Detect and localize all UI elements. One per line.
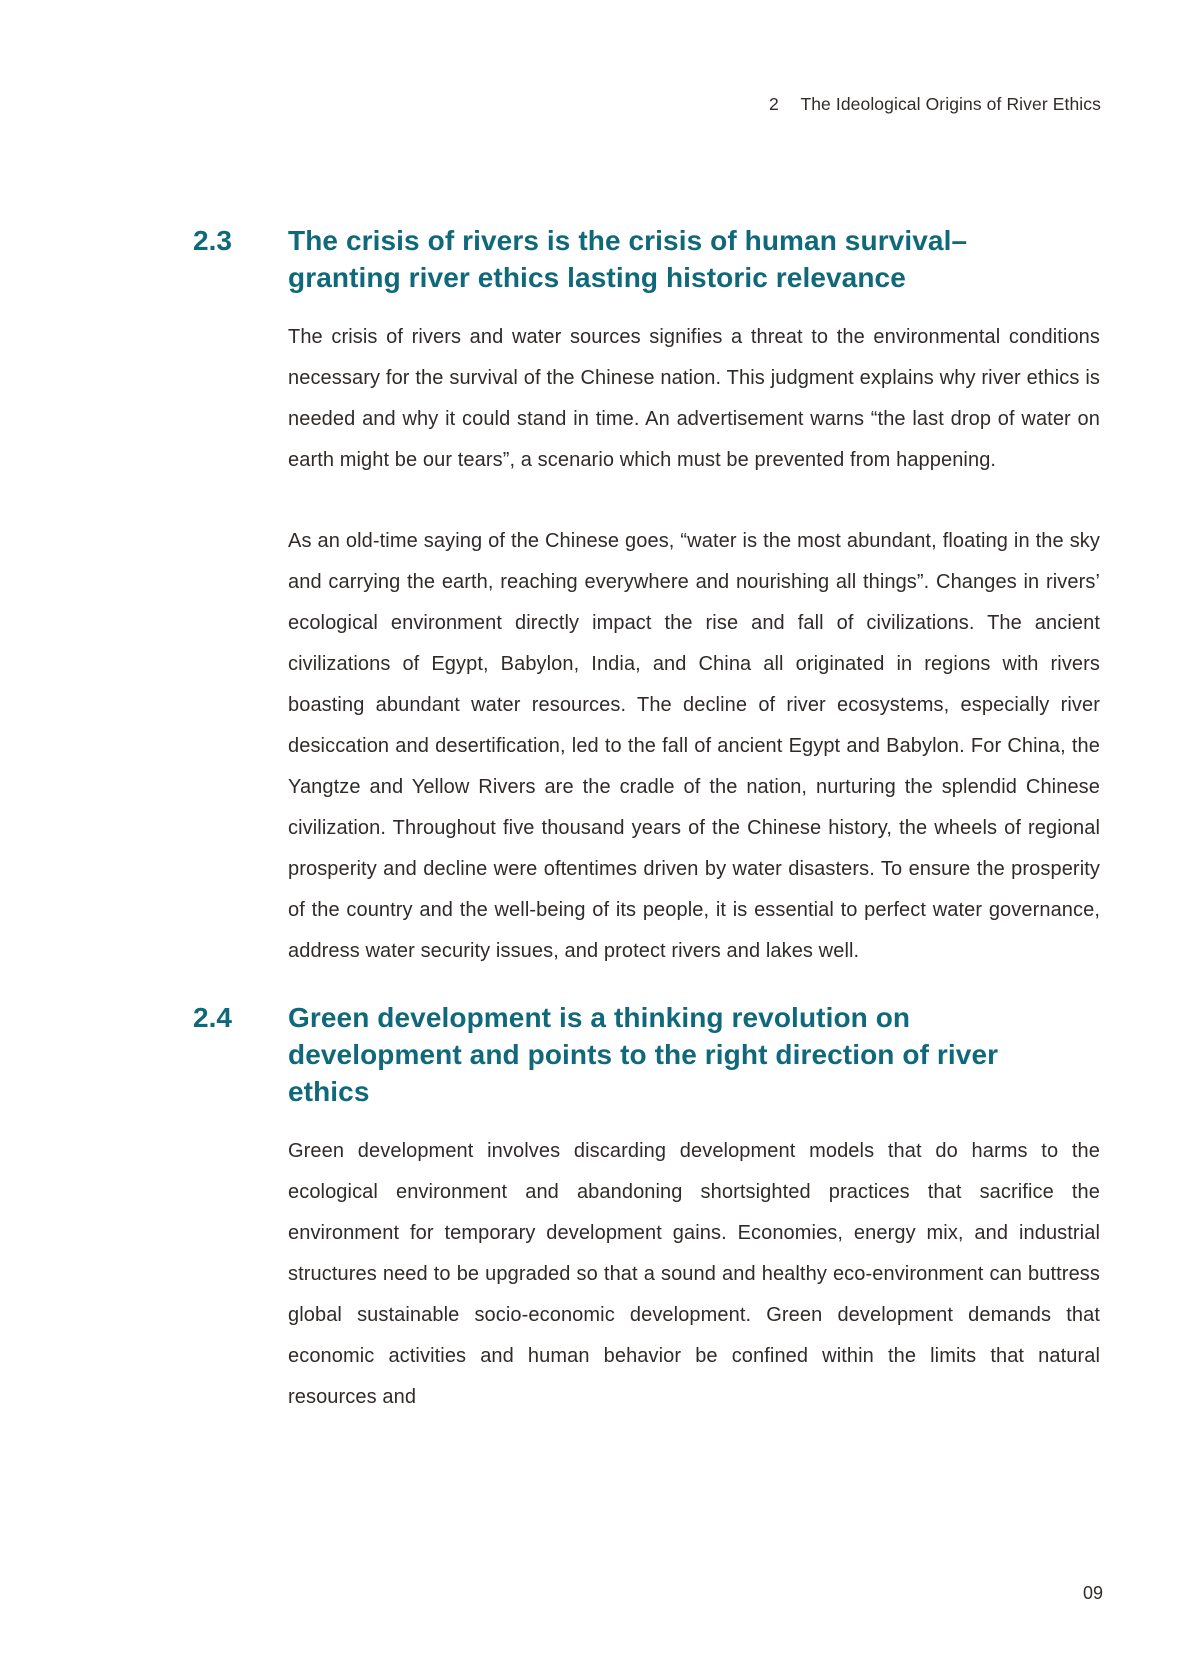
section-title-line: granting river ethics lasting historic relevance — [288, 262, 906, 293]
section-body — [288, 222, 1100, 972]
section-2-4 — [193, 999, 1100, 1418]
page-number: 09 — [1082, 1583, 1103, 1603]
running-header — [769, 94, 1101, 114]
paragraph: The crisis of rivers and water sources signifies a threat to the environmental conditions necessary for the survival of the Chinese nation. This judgment explains why river ethics is needed and why it could stand in time. An advertisement warns “the last drop of water on earth might be our tears”, a scenario which must be prevented from happening. — [288, 326, 1100, 471]
section-2-3 — [193, 222, 1100, 972]
section-title-line: Green development is a thinking revolution on — [288, 1002, 911, 1033]
running-header-chapter-number: 2 — [768, 94, 779, 114]
section-title — [288, 222, 1100, 296]
section-title-line: The crisis of rivers is the crisis of human survival– — [288, 225, 968, 256]
running-header-chapter-title: The Ideological Origins of River Ethics — [800, 94, 1101, 114]
page-content — [193, 222, 1100, 1418]
section-number: 2.3 — [193, 225, 232, 256]
section-number: 2.4 — [193, 1002, 232, 1033]
section-title-line: ethics — [288, 1076, 370, 1107]
section-title-line: development and points to the right direction of river — [288, 1039, 999, 1070]
paragraph: Green development involves discarding development models that do harms to the ecological environment and abandoning shortsighted practices that sacrifice the environment for temporary development gains. Economies, energy mix, and industrial structures need to be upgraded so that a sound and healthy eco-environment can buttress global sustainable socio-economic development. Green development demands that economic activities and human behavior be confined within the limits that natural resources and — [288, 1140, 1100, 1408]
section-title — [288, 999, 1100, 1110]
section-body — [288, 999, 1100, 1418]
paragraph: As an old-time saying of the Chinese goes, “water is the most abundant, floating in the sky and carrying the earth, reaching everywhere and nourishing all things”. Changes in rivers’ ecological environment directly impact the rise and fall of civilizations. The ancient civilizations of Egypt, Babylon, India, and China all originated in regions with rivers boasting abundant water resources. The decline of river ecosystems, especially river desiccation and desertification, led to the fall of ancient Egypt and Babylon. For China, the Yangtze and Yellow Rivers are the cradle of the nation, nurturing the splendid Chinese civilization. Throughout five thousand years of the Chinese history, the wheels of regional prosperity and decline were oftentimes driven by water disasters. To ensure the prosperity of the country and the well-being of its people, it is essential to perfect water governance, address water security issues, and protect rivers and lakes well. — [288, 530, 1100, 962]
